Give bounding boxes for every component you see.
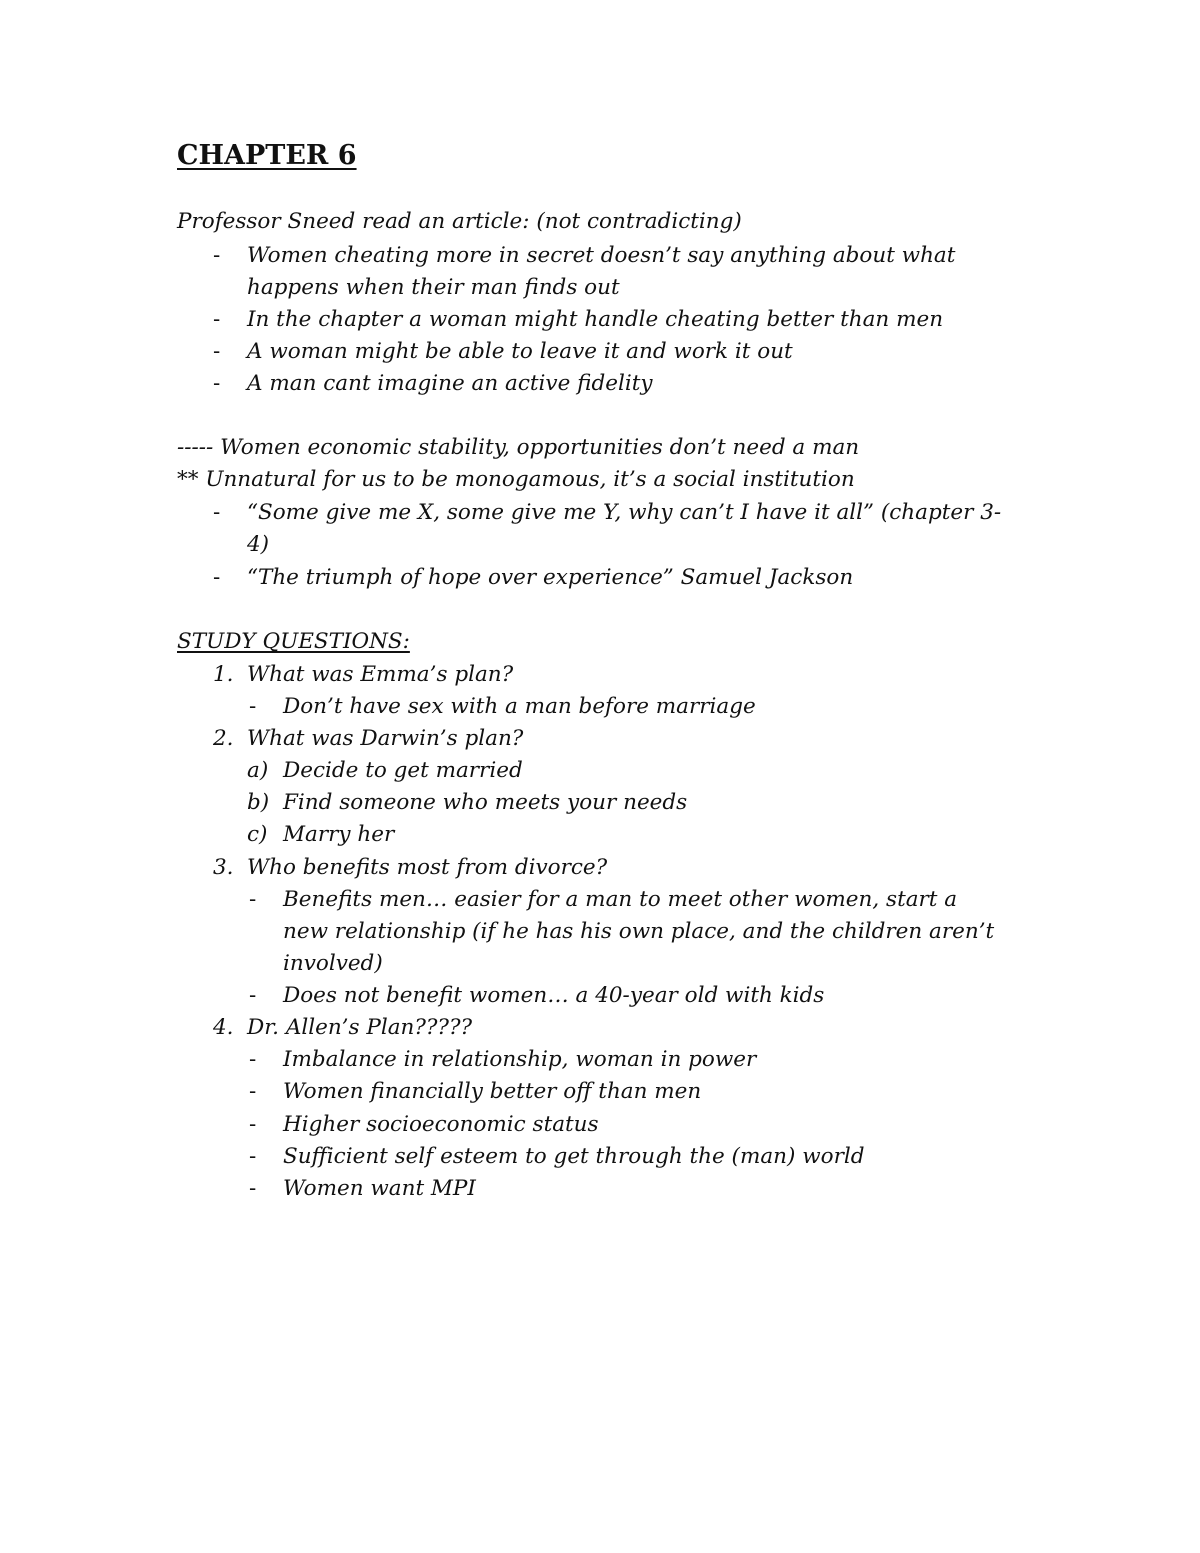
bullet-dash: - <box>213 243 221 268</box>
question-3-answer-1-line1: Benefits men… easier for a man to meet other women, start a <box>283 887 958 912</box>
page-title: CHAPTER 6 <box>177 140 357 171</box>
question-4-answer-3: Higher socioeconomic status <box>283 1112 599 1137</box>
intro-bullet-1-line2: happens when their man finds out <box>247 275 620 300</box>
intro-bullet-3: A woman might be able to leave it and work it out <box>247 339 793 364</box>
question-4-answer-1: Imbalance in relationship, woman in power <box>283 1047 757 1072</box>
question-2-text: What was Darwin’s plan? <box>247 726 524 751</box>
bullet-dash: - <box>213 371 221 396</box>
bullet-dash: - <box>249 1079 257 1104</box>
question-3-answer-1-line3: involved) <box>283 951 383 976</box>
bullet-dash: - <box>213 307 221 332</box>
bullet-dash: - <box>249 1112 257 1137</box>
letter-label: c) <box>247 822 268 847</box>
bullet-dash: - <box>213 565 221 590</box>
note-bullet-2: “The triumph of hope over experience” Samuel Jackson <box>247 565 854 590</box>
note-economic-stability: ----- Women economic stability, opportunities don’t need a man <box>177 435 860 460</box>
bullet-dash: - <box>213 500 221 525</box>
question-number: 4. <box>213 1015 234 1040</box>
letter-label: a) <box>247 758 269 783</box>
intro-bullet-1-line1: Women cheating more in secret doesn’t say anything about what <box>247 243 956 268</box>
question-4-answer-5: Women want MPI <box>283 1176 476 1201</box>
bullet-dash: - <box>249 1176 257 1201</box>
bullet-dash: - <box>249 983 257 1008</box>
question-2-step-c: Marry her <box>283 822 395 847</box>
question-3-answer-2: Does not benefit women… a 40-year old with kids <box>283 983 825 1008</box>
note-bullet-1-line1: “Some give me X, some give me Y, why can’t I have it all” (chapter 3- <box>247 500 1002 525</box>
note-monogamy: ** Unnatural for us to be monogamous, it’s a social institution <box>177 467 855 492</box>
bullet-dash: - <box>249 887 257 912</box>
question-number: 1. <box>213 662 234 687</box>
question-2-step-b: Find someone who meets your needs <box>283 790 688 815</box>
intro-bullet-4: A man cant imagine an active fidelity <box>247 371 653 396</box>
bullet-dash: - <box>249 1047 257 1072</box>
letter-label: b) <box>247 790 270 815</box>
intro-bullet-2: In the chapter a woman might handle cheating better than men <box>247 307 944 332</box>
question-number: 2. <box>213 726 234 751</box>
note-bullet-1-line2: 4) <box>247 532 270 557</box>
question-4-text: Dr. Allen’s Plan????? <box>247 1015 473 1040</box>
study-questions-heading: STUDY QUESTIONS: <box>177 629 410 654</box>
question-2-step-a: Decide to get married <box>283 758 523 783</box>
question-1-text: What was Emma’s plan? <box>247 662 514 687</box>
question-1-answer: Don’t have sex with a man before marriage <box>283 694 756 719</box>
intro-line: Professor Sneed read an article: (not contradicting) <box>177 209 742 234</box>
question-4-answer-4: Sufficient self esteem to get through the (man) world <box>283 1144 865 1169</box>
bullet-dash: - <box>249 694 257 719</box>
question-3-text: Who benefits most from divorce? <box>247 855 608 880</box>
question-3-answer-1-line2: new relationship (if he has his own place, and the children aren’t <box>283 919 995 944</box>
question-number: 3. <box>213 855 234 880</box>
bullet-dash: - <box>249 1144 257 1169</box>
bullet-dash: - <box>213 339 221 364</box>
question-4-answer-2: Women financially better off than men <box>283 1079 702 1104</box>
